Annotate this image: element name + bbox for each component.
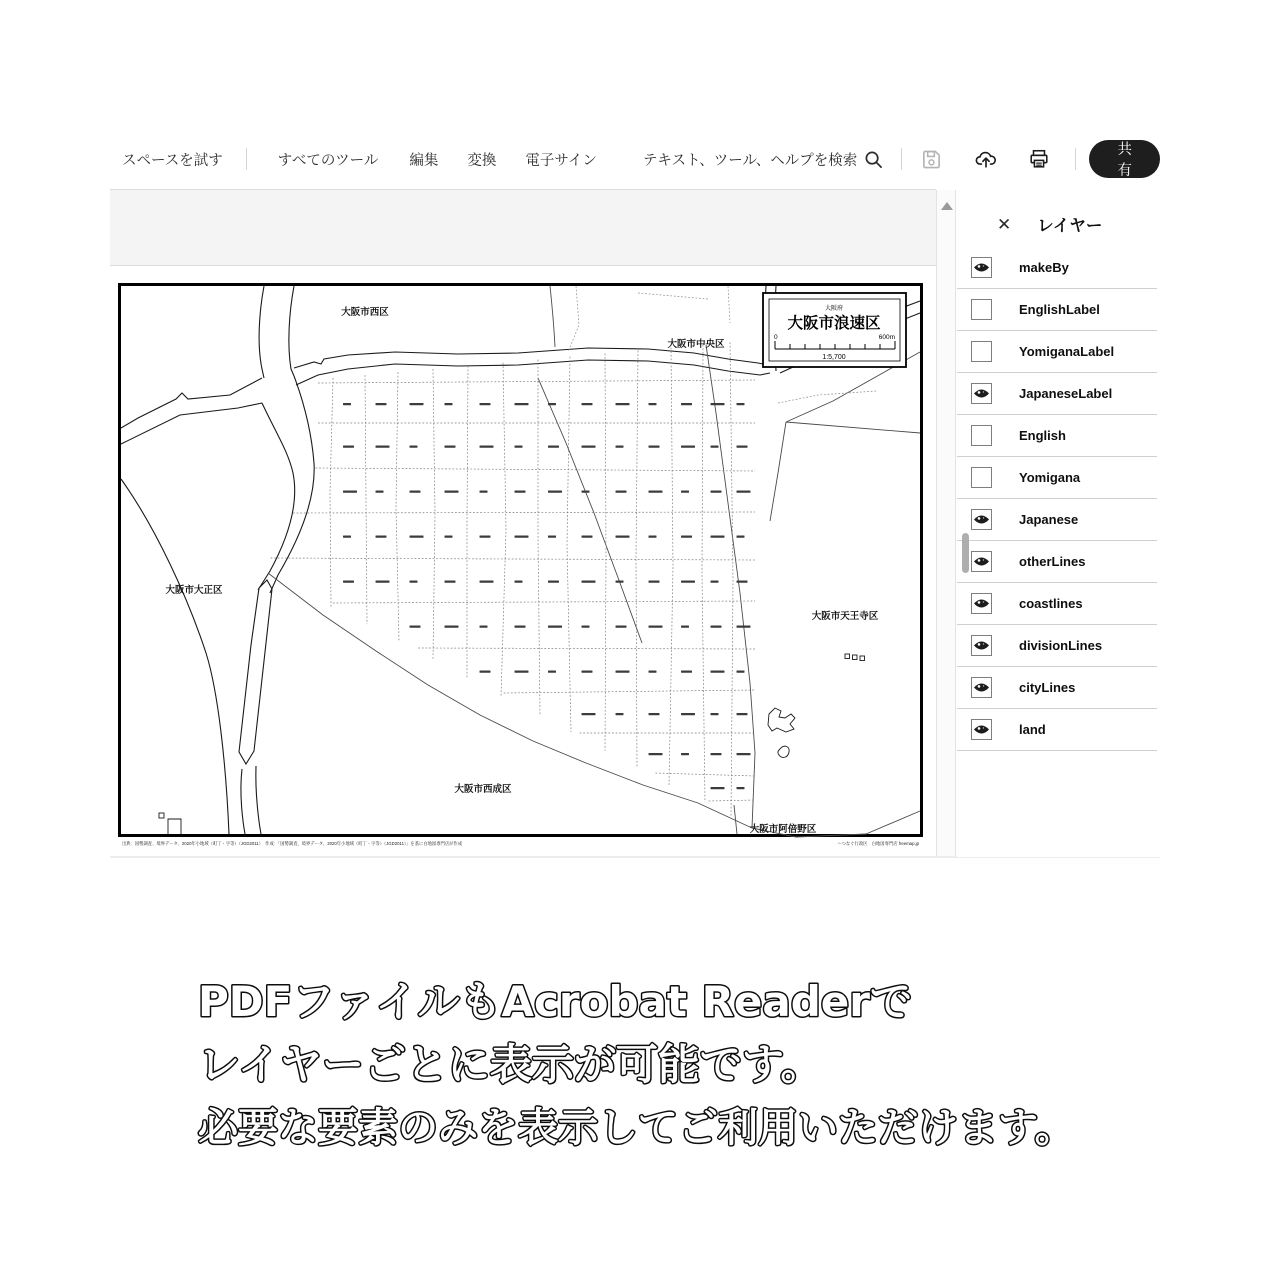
scale-ratio: 1:5,700 [822, 354, 846, 361]
layer-label: Japanese [1019, 512, 1079, 527]
layer-visibility-toggle[interactable] [971, 257, 992, 278]
prefecture-label: 大阪府 [824, 306, 844, 312]
panel-scrollbar-thumb[interactable] [962, 533, 969, 573]
layer-visibility-toggle[interactable] [971, 677, 992, 698]
map-credit-left: 出典：国勢調査、境界データ、2020年小地域（町丁・字等）（JGD2011） 作成：「国勢調査、境界データ、2020年小地域（町丁・字等）（JGD2011）」を基に白地図専門店が作成 [122, 841, 462, 846]
layer-visibility-toggle[interactable] [971, 719, 992, 740]
layer-row-makeBy[interactable] [957, 247, 1157, 289]
label-nishinari-ward: 大阪市西成区 [454, 784, 512, 795]
layer-label: JapaneseLabel [1019, 386, 1113, 401]
eye-icon [973, 640, 990, 651]
eye-icon [973, 556, 990, 567]
document-scrollbar[interactable] [936, 190, 956, 857]
layer-row-divisionLines[interactable] [957, 625, 1157, 667]
layer-label: divisionLines [1019, 638, 1103, 653]
pdf-page [118, 283, 923, 850]
eye-icon [973, 262, 990, 273]
caption-line-2: レイヤーごとに表示が可能です。 [198, 1040, 823, 1089]
close-icon[interactable]: ✕ [997, 214, 1012, 234]
layer-visibility-toggle[interactable] [971, 341, 992, 362]
layer-row-Yomigana[interactable] [957, 457, 1157, 499]
layer-visibility-toggle[interactable] [971, 467, 992, 488]
caption-line-3: 必要な要素のみを表示してご利用いただけます。 [198, 1105, 1075, 1151]
menu-item-convert[interactable]: 変換 [467, 152, 497, 169]
toolbar-divider [901, 148, 902, 170]
toolbar-divider [1075, 148, 1076, 170]
scale-right: 600m [878, 334, 895, 341]
map-credit-right: ～つなぐ行政区 白地図専門店 freemap.jp [837, 841, 919, 846]
layer-label: coastlines [1019, 596, 1083, 611]
layer-visibility-toggle[interactable] [971, 509, 992, 530]
layers-panel-header [957, 206, 1160, 242]
layer-label: English [1019, 428, 1066, 443]
label-nishi-ward: 大阪市西区 [341, 307, 389, 318]
layer-label: EnglishLabel [1019, 302, 1100, 317]
acrobat-toolbar [110, 130, 1160, 188]
eye-icon [973, 724, 990, 735]
layer-row-land[interactable] [957, 709, 1157, 751]
layer-row-EnglishLabel[interactable] [957, 289, 1157, 331]
layers-panel [957, 190, 1160, 857]
share-button[interactable]: 共有 [1089, 140, 1160, 178]
toolbar-divider [246, 148, 247, 170]
document-top-strip [110, 189, 936, 266]
layer-row-coastlines[interactable] [957, 583, 1157, 625]
search-icon[interactable] [863, 148, 883, 170]
map-title: 大阪市浪速区 [787, 315, 881, 332]
label-chuo-ward: 大阪市中央区 [667, 339, 725, 350]
layer-visibility-toggle[interactable] [971, 425, 992, 446]
eye-icon [973, 388, 990, 399]
label-tennoji-ward: 大阪市天王寺区 [811, 611, 879, 622]
search-field[interactable]: テキスト、ツール、ヘルプを検索 [642, 152, 858, 169]
layer-row-JapaneseLabel[interactable] [957, 373, 1157, 415]
layer-label: makeBy [1019, 260, 1069, 275]
cloud-upload-icon[interactable] [975, 148, 997, 170]
layer-list [957, 247, 1160, 751]
workspace-link[interactable]: スペースを試す [122, 152, 223, 169]
layer-visibility-toggle[interactable] [971, 299, 992, 320]
layers-panel-title: レイヤー [1037, 217, 1103, 235]
menu-item-esign[interactable]: 電子サイン [525, 152, 597, 169]
layer-visibility-toggle[interactable] [971, 551, 992, 572]
print-icon[interactable] [1028, 148, 1050, 170]
layer-row-English[interactable] [957, 415, 1157, 457]
eye-icon [973, 514, 990, 525]
label-taisho-ward: 大阪市大正区 [165, 585, 223, 596]
layer-visibility-toggle[interactable] [971, 635, 992, 656]
scroll-up-arrow-icon[interactable] [941, 202, 953, 210]
layer-label: cityLines [1019, 680, 1076, 695]
layer-row-cityLines[interactable] [957, 667, 1157, 709]
eye-icon [973, 682, 990, 693]
layer-label: otherLines [1019, 554, 1086, 569]
layer-visibility-toggle[interactable] [971, 593, 992, 614]
label-abeno-ward: 大阪市阿倍野区 [749, 824, 817, 835]
layer-label: YomiganaLabel [1019, 344, 1115, 359]
layer-row-otherLines[interactable] [957, 541, 1157, 583]
map-title-box [763, 293, 906, 367]
map-svg [118, 283, 923, 850]
menu-item-all-tools[interactable]: すべてのツール [277, 152, 379, 169]
scale-left: 0 [774, 334, 778, 341]
layer-label: land [1019, 722, 1046, 737]
caption-block [0, 958, 1280, 1178]
layer-row-YomiganaLabel[interactable] [957, 331, 1157, 373]
save-icon[interactable] [921, 148, 942, 170]
caption-line-1: PDFファイルもAcrobat Readerで [198, 977, 913, 1026]
layer-row-Japanese[interactable] [957, 499, 1157, 541]
eye-icon [973, 598, 990, 609]
layer-visibility-toggle[interactable] [971, 383, 992, 404]
layer-label: Yomigana [1019, 470, 1081, 485]
menu-item-edit[interactable]: 編集 [409, 152, 439, 169]
